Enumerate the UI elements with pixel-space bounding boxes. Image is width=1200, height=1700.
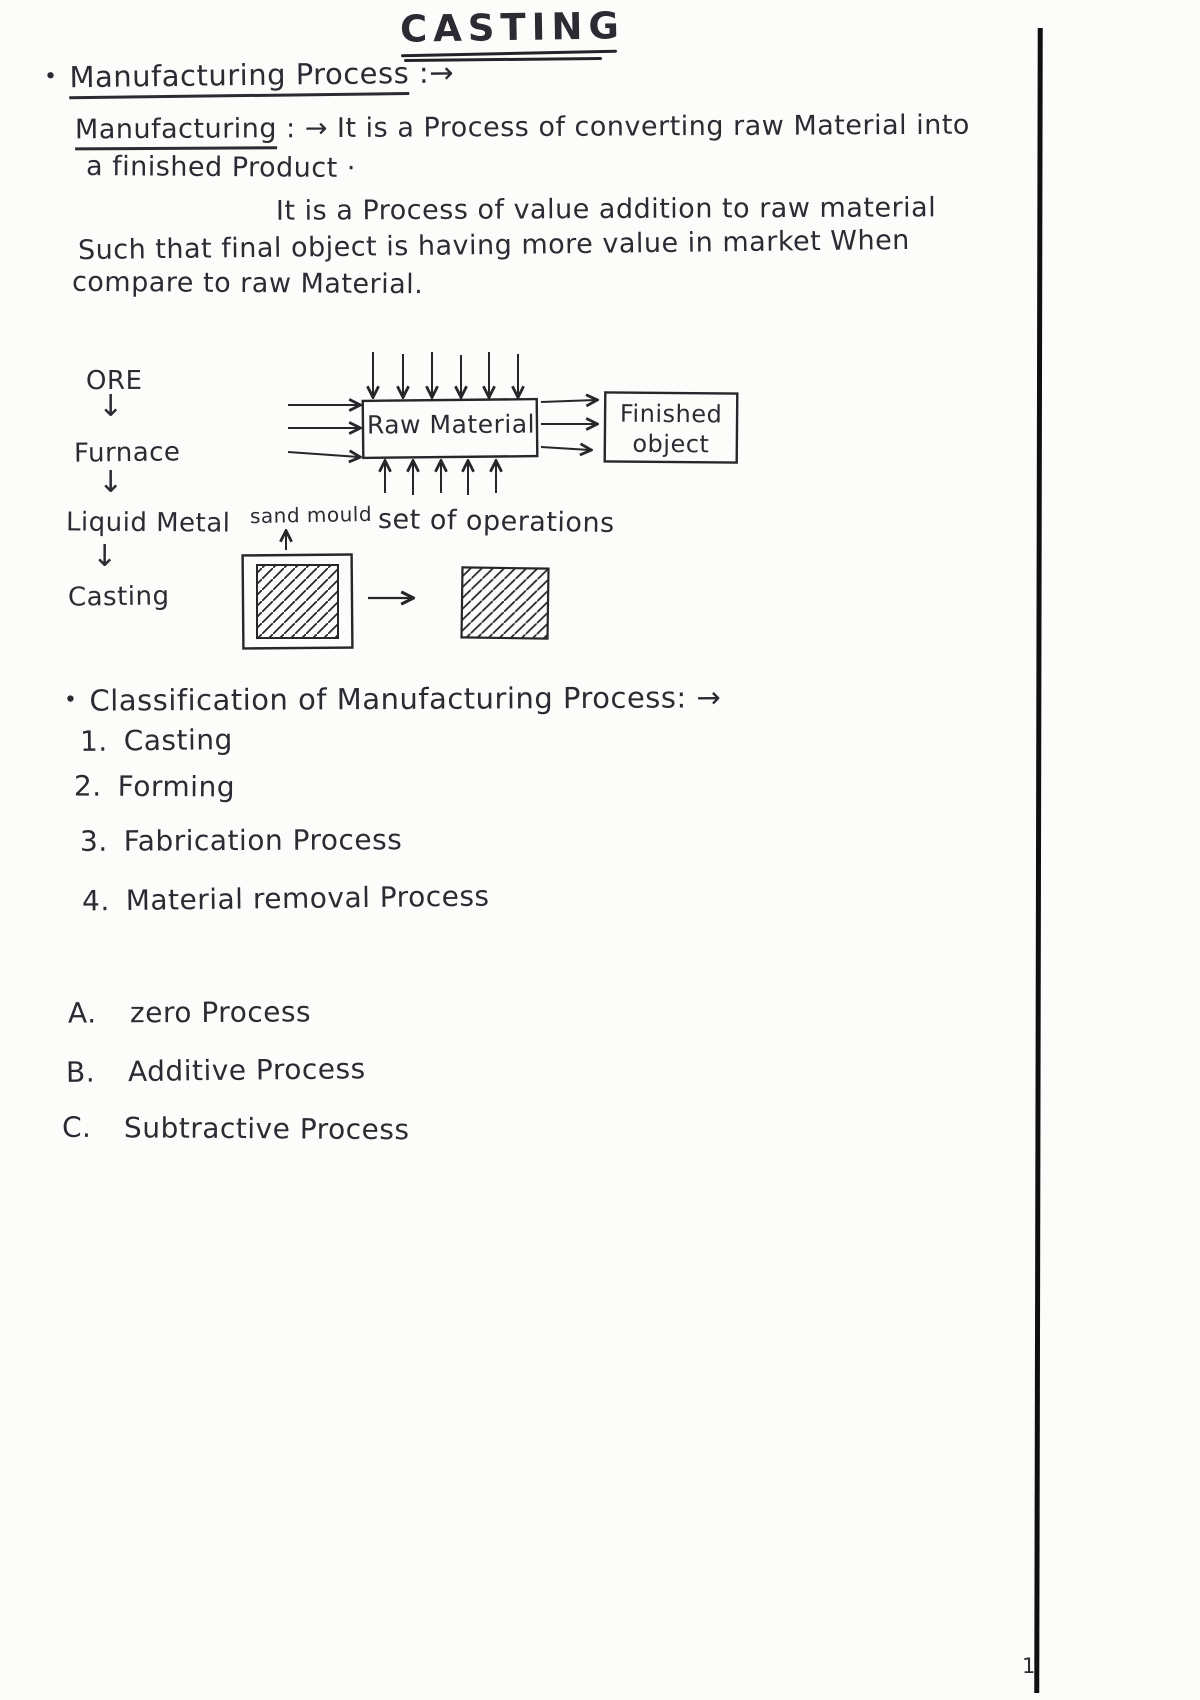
heading-underlined-text: Manufacturing Process <box>69 56 409 99</box>
item-label: Casting <box>123 723 233 758</box>
item-label: Fabrication Process <box>123 823 403 858</box>
item-letter: C. <box>61 1110 92 1144</box>
item-number: 2. <box>73 769 102 803</box>
item-number: 3. <box>79 824 108 858</box>
cast-part-hatched <box>462 567 549 638</box>
item-label: zero Process <box>129 995 312 1030</box>
item-label: Additive Process <box>127 1052 366 1089</box>
bottom-input-arrows <box>385 462 496 495</box>
flow-step-casting: Casting <box>67 581 170 613</box>
heading-suffix: :→ <box>408 55 455 91</box>
bullet-icon: • <box>63 687 78 713</box>
classification-item-casting <box>80 723 233 758</box>
item-label: Forming <box>117 769 236 804</box>
down-arrow-icon: ↓ <box>92 539 118 574</box>
page-title: CASTING <box>399 4 626 51</box>
flow-step-ore: ORE <box>85 365 143 397</box>
classification-heading <box>64 680 721 717</box>
value-para-line-2: Such that final object is having more value in market When <box>77 224 911 267</box>
definition-line-2: a finished Product · <box>85 151 357 184</box>
value-para-line-3: compare to raw Material. <box>71 266 424 301</box>
item-label: Subtractive Process <box>123 1111 410 1147</box>
section-heading-manufacturing-process <box>44 55 454 94</box>
bullet-icon: • <box>43 64 58 90</box>
classification-item-forming <box>74 769 235 803</box>
down-arrow-icon: ↓ <box>98 389 124 424</box>
sand-mould-cavity-hatched <box>257 565 338 638</box>
definition-line1-rest: It is a Process of converting raw Material into <box>336 109 970 144</box>
process-type-additive <box>66 1052 366 1089</box>
item-letter: B. <box>65 1055 96 1089</box>
sand-mould-label: sand mould <box>249 501 373 529</box>
definition-line-1 <box>75 110 970 146</box>
finished-object-line1: Finished <box>619 399 723 429</box>
value-para-line-1: It is a Process of value addition to raw material <box>275 192 937 227</box>
classification-heading-text: Classification of Manufacturing Process: → <box>89 680 722 718</box>
item-letter: A. <box>67 996 97 1030</box>
process-type-zero <box>68 995 311 1029</box>
finished-object-label <box>605 399 737 460</box>
classification-item-material-removal <box>82 880 490 918</box>
definition-colon: : → <box>276 112 338 145</box>
left-input-arrows <box>288 405 359 457</box>
flow-step-liquid-metal: Liquid Metal <box>65 507 231 539</box>
page-number: 1 <box>1022 1654 1036 1678</box>
flow-step-furnace: Furnace <box>73 437 181 469</box>
item-number: 4. <box>81 884 110 918</box>
top-input-arrows <box>373 352 518 396</box>
item-label: Material removal Process <box>125 879 490 917</box>
set-of-operations-label: set of operations <box>377 503 615 540</box>
definition-term: Manufacturing <box>75 113 277 150</box>
finished-object-line2: object <box>632 429 710 459</box>
page-margin-line <box>1034 28 1042 1693</box>
item-number: 1. <box>79 724 108 758</box>
raw-material-label: Raw Material <box>366 409 536 440</box>
process-type-subtractive <box>62 1111 410 1146</box>
classification-item-fabrication <box>80 823 402 858</box>
output-arrows <box>541 400 596 450</box>
down-arrow-icon: ↓ <box>98 465 124 500</box>
